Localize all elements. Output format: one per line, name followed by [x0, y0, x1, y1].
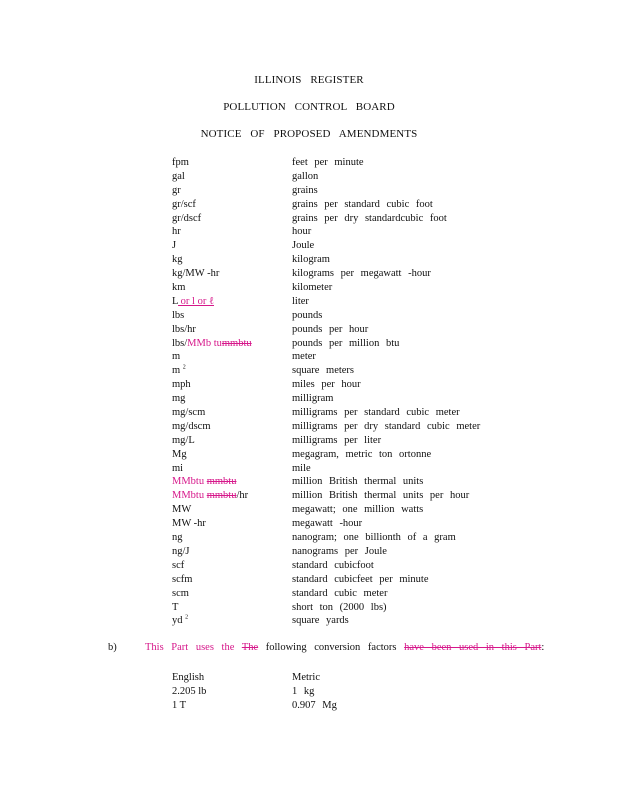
abbreviation-text: ng/J	[172, 545, 190, 557]
english-value: 2.205 lb	[172, 685, 207, 697]
abbreviation-text: mg/dscm	[172, 420, 211, 432]
definition: nanogram; one billionth of a gram	[292, 532, 456, 544]
abbreviation	[172, 295, 214, 309]
abbreviation-text: yd	[172, 615, 183, 627]
text-run	[234, 642, 241, 653]
english-header: English	[172, 672, 205, 683]
abbreviation	[172, 184, 181, 198]
abbreviation-text: mph	[172, 379, 191, 391]
definition: grains per standard cubic foot	[292, 198, 433, 210]
definition: million British thermal units	[292, 476, 424, 488]
definition: liter	[292, 295, 309, 307]
inserted-text: MMbtu	[172, 490, 207, 502]
abbreviation-text: Mg	[172, 448, 187, 460]
paragraph-label: b)	[108, 642, 117, 653]
definition: pounds per hour	[292, 323, 369, 335]
paragraph-text	[145, 642, 544, 653]
deleted-text: have been used in this Part	[404, 642, 542, 653]
definition: mile	[292, 462, 311, 474]
english-value: 1 T	[172, 699, 187, 711]
abbreviation-text: ng	[172, 532, 183, 544]
definition: square yards	[292, 615, 349, 627]
abbreviation-text: mg	[172, 393, 186, 405]
abbreviation	[172, 601, 178, 615]
abbreviation	[172, 323, 196, 337]
inserted-text: This Part uses the	[145, 642, 235, 653]
abbreviation	[172, 448, 187, 462]
definition: megawatt; one million watts	[292, 504, 424, 516]
abbreviation	[172, 503, 191, 517]
abbreviation	[172, 489, 248, 503]
definition: standard cubic meter	[292, 587, 388, 599]
abbreviation-text: MW -hr	[172, 518, 206, 530]
abbreviation-text: gr/scf	[172, 198, 196, 210]
definition: square meters	[292, 365, 355, 377]
deleted-text: mmbtu	[221, 337, 252, 349]
definition: grains per dry standardcubic foot	[292, 212, 447, 224]
abbreviation	[172, 364, 186, 378]
abbreviation-text: J	[172, 240, 177, 252]
definition: hour	[292, 226, 312, 238]
abbreviation	[172, 350, 180, 364]
abbreviation-text: km	[172, 282, 186, 294]
definition: milligrams per liter	[292, 434, 382, 446]
definition: standard cubicfeet per minute	[292, 573, 429, 585]
definition: feet per minute	[292, 157, 364, 168]
abbreviation-text: T	[172, 601, 179, 613]
abbreviation-text: mi	[172, 462, 184, 474]
definition: nanograms per Joule	[292, 545, 387, 557]
abbreviation	[172, 434, 195, 448]
inserted-text: MMbtu	[172, 476, 207, 488]
deleted-text: mmbtu	[206, 476, 237, 488]
abbreviation-text: mg/scm	[172, 407, 206, 419]
abbreviation	[172, 406, 205, 420]
abbreviation	[172, 462, 183, 476]
abbreviation	[172, 309, 184, 323]
abbreviation	[172, 475, 236, 489]
metric-value: 0.907 Mg	[292, 699, 337, 711]
definition: million British thermal units per hour	[292, 490, 470, 502]
text-run: :	[541, 642, 545, 653]
abbreviation	[172, 281, 185, 295]
definition: kilograms per megawatt -hour	[292, 268, 431, 280]
definition: megagram, metric ton ortonne	[292, 448, 432, 460]
abbreviation-text: lbs/hr	[172, 323, 196, 335]
definition: pounds per million btu	[292, 337, 400, 349]
abbreviation	[172, 392, 185, 406]
abbreviation	[172, 170, 185, 184]
abbreviation	[172, 267, 219, 281]
abbreviation	[172, 531, 183, 545]
definition: kilometer	[292, 282, 333, 294]
register-title: ILLINOIS REGISTER	[254, 74, 364, 86]
definition: short ton (2000 lbs)	[292, 601, 387, 613]
abbreviation-text: hr	[172, 226, 181, 238]
board-title: POLLUTION CONTROL BOARD	[223, 101, 395, 113]
definition: megawatt -hour	[292, 518, 363, 530]
definition: grains	[292, 184, 318, 196]
abbreviation-text: kg	[172, 254, 183, 266]
abbreviation-text: gr	[172, 184, 181, 196]
definition: gallon	[292, 170, 319, 182]
abbreviation	[172, 239, 176, 253]
abbreviation	[172, 253, 183, 267]
definition: miles per hour	[292, 379, 361, 391]
abbreviation-text: kg/MW -hr	[172, 268, 220, 280]
abbreviation	[172, 212, 201, 226]
deleted-text: The	[241, 642, 259, 653]
text-run: /hr	[236, 490, 249, 502]
abbreviation	[172, 198, 196, 212]
abbreviation-text: gr/dscf	[172, 212, 202, 224]
abbreviation	[172, 156, 189, 170]
abbreviation-text: scfm	[172, 573, 193, 585]
definition: standard cubicfoot	[292, 559, 374, 571]
abbreviation	[172, 587, 189, 601]
definition: milligrams per dry standard cubic meter	[292, 420, 481, 432]
metric-header: Metric	[292, 672, 320, 683]
abbreviation-text: scm	[172, 587, 189, 599]
abbreviation-text: m	[172, 365, 181, 377]
inserted-text: or l or ℓ	[178, 295, 214, 307]
superscript: 2	[185, 614, 189, 621]
deleted-text: mmbtu	[206, 490, 237, 502]
definition: pounds	[292, 309, 323, 321]
abbreviation-text: MW	[172, 504, 192, 516]
text-run: following conversion factors	[258, 642, 405, 653]
abbreviation	[172, 545, 190, 559]
notice-title: NOTICE OF PROPOSED AMENDMENTS	[200, 128, 418, 140]
definition: milligrams per standard cubic meter	[292, 407, 460, 419]
abbreviation	[172, 378, 191, 392]
abbreviation	[172, 559, 184, 573]
abbreviation	[172, 614, 188, 628]
abbreviation-text: fpm	[172, 157, 189, 168]
text-run: lbs/	[172, 337, 188, 349]
metric-value: 1 kg	[292, 685, 315, 697]
text-run: L	[172, 295, 179, 307]
definition: meter	[292, 351, 316, 363]
abbreviation-text: mg/L	[172, 434, 195, 446]
abbreviation	[172, 337, 252, 351]
abbreviation	[172, 573, 192, 587]
definition: kilogram	[292, 254, 330, 266]
abbreviation	[172, 517, 206, 531]
abbreviation-text: scf	[172, 559, 185, 571]
abbreviation-text: gal	[172, 170, 185, 182]
definition: Joule	[292, 240, 315, 252]
superscript: 2	[182, 364, 186, 371]
abbreviation	[172, 420, 211, 434]
abbreviation	[172, 225, 181, 239]
abbreviation-text: m	[172, 351, 181, 363]
inserted-text: MMb tu	[187, 337, 222, 349]
definition: milligram	[292, 393, 334, 405]
abbreviation-text: lbs	[172, 309, 185, 321]
